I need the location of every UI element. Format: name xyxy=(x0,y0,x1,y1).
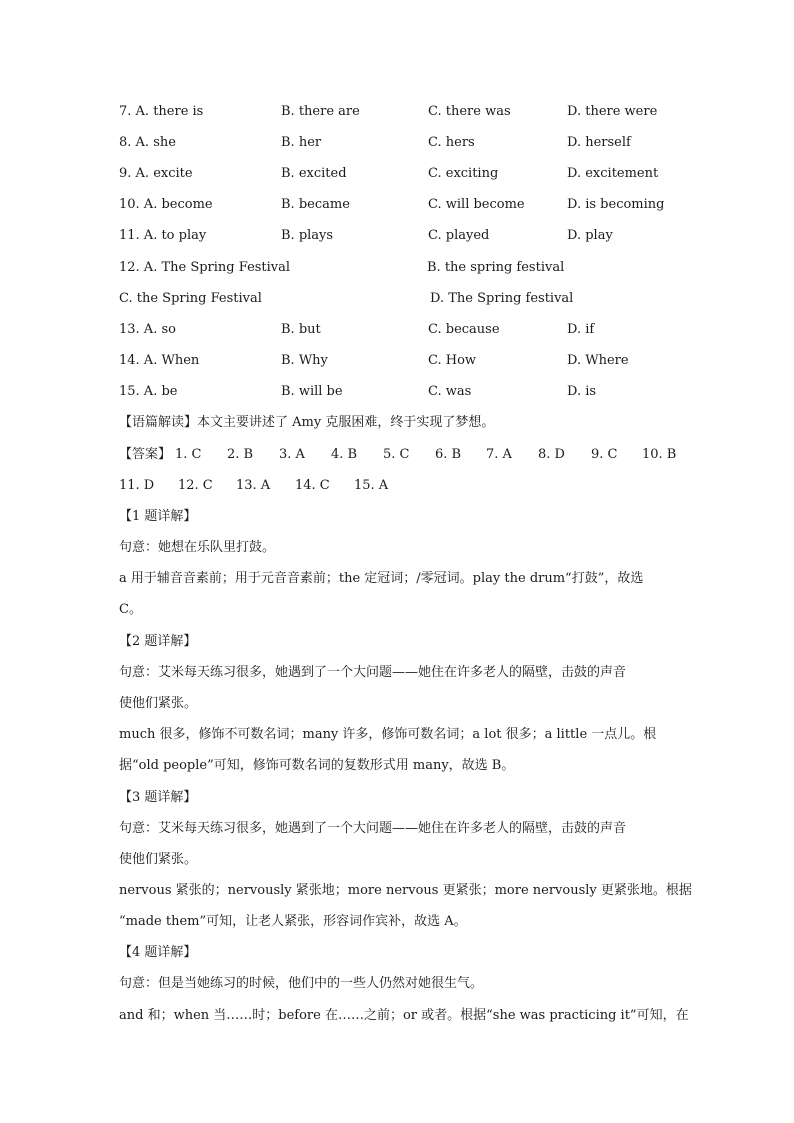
option-d: D. herself xyxy=(567,135,631,150)
q1-explanation: a 用于辅音音素前；用于元音音素前；the 定冠词；/零冠词。play the drum“打鼓”，故选 xyxy=(119,571,644,586)
answer-item: 3. A xyxy=(279,447,305,462)
answer-key-row2 xyxy=(119,476,679,496)
option-d: D. is xyxy=(567,384,597,399)
option-d: D. play xyxy=(567,228,613,243)
q3-heading: 【3 题详解】 xyxy=(119,790,197,805)
q2-heading: 【2 题详解】 xyxy=(119,634,197,649)
option-b: B. but xyxy=(281,322,321,337)
option-d: D. if xyxy=(567,322,595,337)
option-b: B. Why xyxy=(281,353,328,368)
question-7-options xyxy=(119,102,679,122)
option-c: C. exciting xyxy=(428,166,499,181)
option-c: C. hers xyxy=(428,135,475,150)
option-c: C. was xyxy=(428,384,472,399)
option-c: C. there was xyxy=(428,104,511,119)
option-a: 13. A. so xyxy=(119,322,176,337)
option-b: B. plays xyxy=(281,228,334,243)
q1-heading: 【1 题详解】 xyxy=(119,509,197,524)
option-d: D. The Spring festival xyxy=(430,291,574,306)
answer-key-label: 【答案】 xyxy=(119,447,172,462)
option-b: B. excited xyxy=(281,166,347,181)
option-a: 10. A. become xyxy=(119,197,213,212)
option-a: 8. A. she xyxy=(119,135,176,150)
answer-item: 5. C xyxy=(383,447,410,462)
question-11-options xyxy=(119,226,679,246)
answer-item: 13. A xyxy=(236,478,271,493)
question-15-options xyxy=(119,382,679,402)
question-8-options xyxy=(119,133,679,153)
option-c: C. because xyxy=(428,322,500,337)
option-b: B. became xyxy=(281,197,350,212)
option-b: B. the spring festival xyxy=(427,260,565,275)
answer-item: 11. D xyxy=(119,478,155,493)
question-12-options-row1 xyxy=(119,258,679,278)
answer-item: 2. B xyxy=(227,447,254,462)
answer-item: 8. D xyxy=(538,447,565,462)
option-d: D. Where xyxy=(567,353,629,368)
q1-meaning: 句意：她想在乐队里打鼓。 xyxy=(119,540,276,555)
q4-meaning: 句意：但是当她练习的时候，他们中的一些人仍然对她很生气。 xyxy=(119,976,484,991)
answer-item: 12. C xyxy=(178,478,213,493)
q2-explanation-cont: 据“old people”可知，修饰可数名词的复数形式用 many，故选 B。 xyxy=(119,758,515,773)
option-c: C. How xyxy=(428,353,477,368)
q4-explanation: and 和；when 当……时；before 在……之前；or 或者。根据“she was practicing it”可知，在 xyxy=(119,1008,689,1023)
question-10-options xyxy=(119,195,679,215)
q2-meaning-cont: 使他们紧张。 xyxy=(119,696,198,711)
question-14-options xyxy=(119,351,679,371)
question-13-options xyxy=(119,320,679,340)
q3-meaning: 句意：艾米每天练习很多，她遇到了一个大问题——她住在许多老人的隔壁，击鼓的声音 xyxy=(119,821,627,836)
option-b: B. her xyxy=(281,135,322,150)
answer-item: 1. C xyxy=(175,447,202,462)
q3-explanation-cont: “made them”可知，让老人紧张，形容词作宾补，故选 A。 xyxy=(119,914,467,929)
option-c: C. will become xyxy=(428,197,525,212)
q3-meaning-cont: 使他们紧张。 xyxy=(119,852,198,867)
passage-summary: 【语篇解读】本文主要讲述了 Amy 克服困难，终于实现了梦想。 xyxy=(119,415,495,430)
q2-explanation: much 很多，修饰不可数名词；many 许多，修饰可数名词；a lot 很多；a little 一点儿。根 xyxy=(119,727,657,742)
q1-explanation-cont: C。 xyxy=(119,602,142,617)
question-12-options-row2 xyxy=(119,289,679,309)
option-d: D. excitement xyxy=(567,166,659,181)
option-d: D. there were xyxy=(567,104,658,119)
answer-item: 15. A xyxy=(354,478,389,493)
option-c: C. the Spring Festival xyxy=(119,291,262,306)
answer-item: 14. C xyxy=(295,478,330,493)
answer-item: 10. B xyxy=(642,447,677,462)
question-9-options xyxy=(119,164,679,184)
answer-item: 7. A xyxy=(486,447,512,462)
answer-item: 6. B xyxy=(435,447,462,462)
q2-meaning: 句意：艾米每天练习很多，她遇到了一个大问题——她住在许多老人的隔壁，击鼓的声音 xyxy=(119,665,627,680)
option-a: 7. A. there is xyxy=(119,104,204,119)
option-a: 11. A. to play xyxy=(119,228,207,243)
q4-heading: 【4 题详解】 xyxy=(119,945,197,960)
answer-item: 4. B xyxy=(331,447,358,462)
option-a: 15. A. be xyxy=(119,384,178,399)
option-a: 14. A. When xyxy=(119,353,200,368)
option-b: B. there are xyxy=(281,104,360,119)
option-b: B. will be xyxy=(281,384,343,399)
answer-key-row1 xyxy=(119,445,679,465)
option-d: D. is becoming xyxy=(567,197,665,212)
option-a: 9. A. excite xyxy=(119,166,193,181)
q3-explanation: nervous 紧张的；nervously 紧张地；more nervous 更紧张；more nervously 更紧张地。根据 xyxy=(119,883,692,898)
option-a: 12. A. The Spring Festival xyxy=(119,260,291,275)
option-c: C. played xyxy=(428,228,490,243)
answer-item: 9. C xyxy=(591,447,618,462)
